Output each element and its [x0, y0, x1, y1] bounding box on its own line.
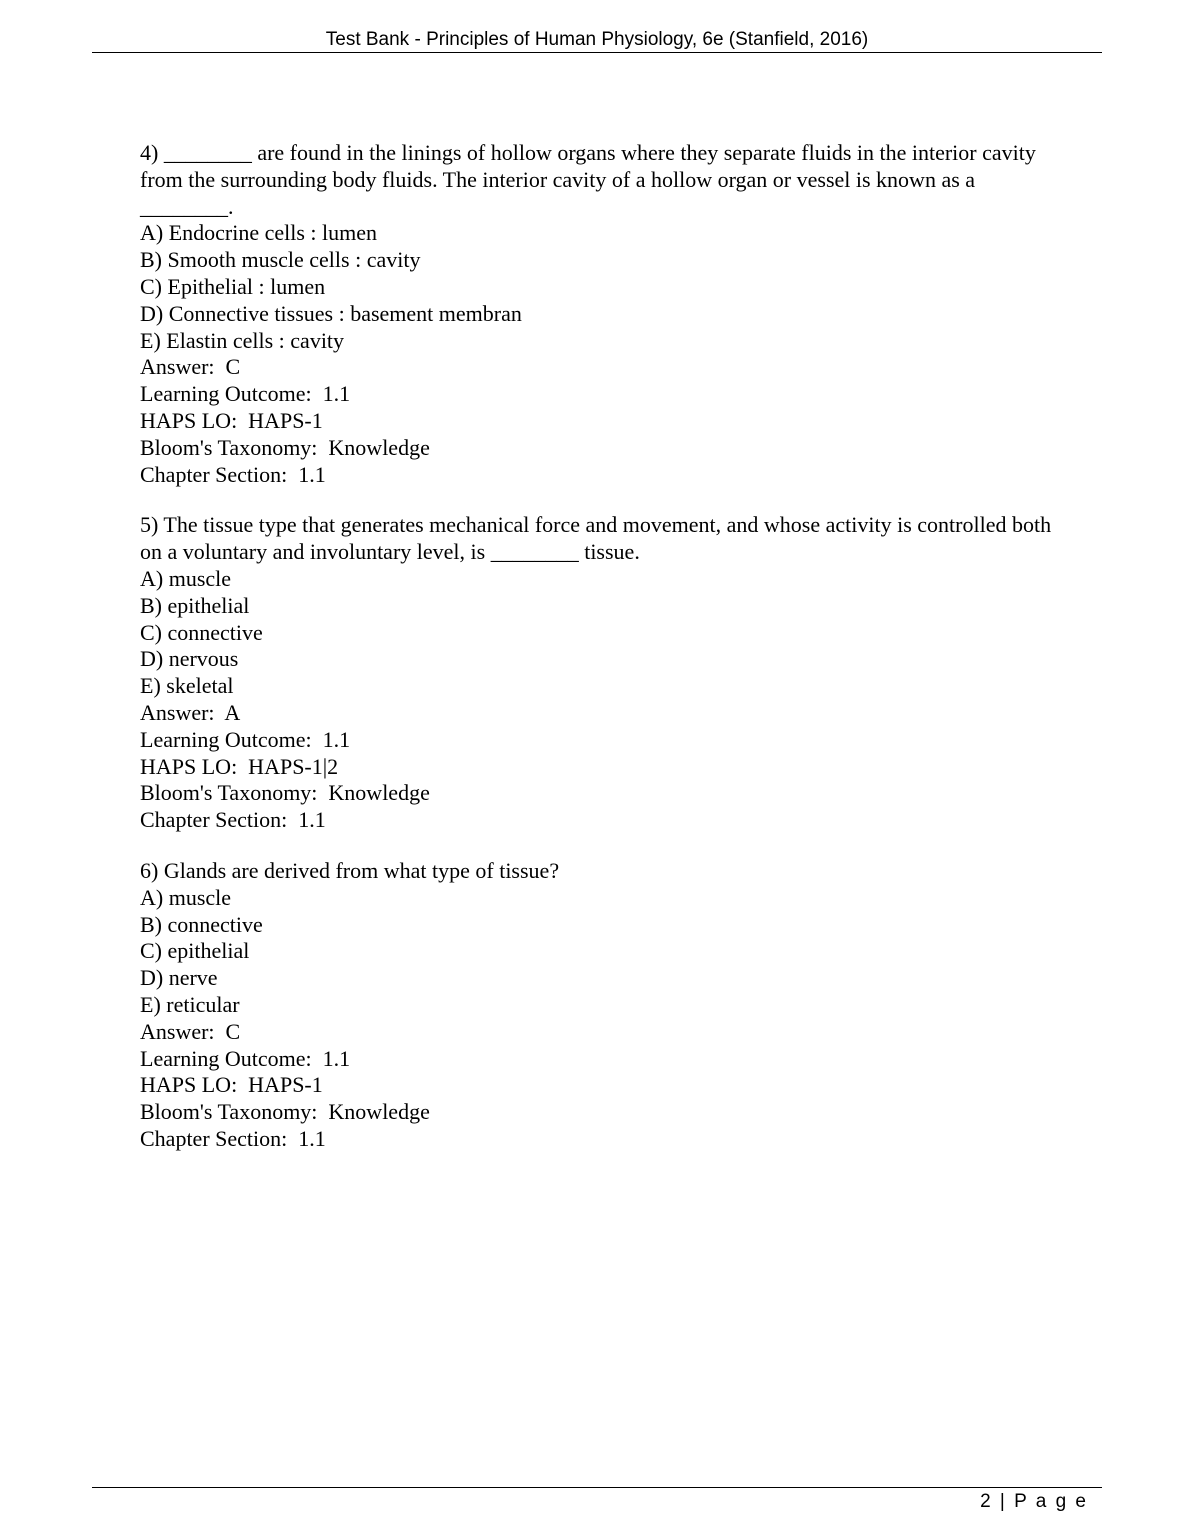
question-stem: 6) Glands are derived from what type of tissue?: [140, 857, 560, 883]
learning-outcome: Learning Outcome: 1.1: [140, 381, 351, 407]
option-e: E) skeletal: [140, 673, 234, 699]
option-c: C) Epithelial : lumen: [140, 273, 326, 299]
page-number: 2 | P a g e: [980, 1491, 1088, 1512]
answer: Answer: C: [140, 354, 241, 380]
question-stem: 4) ________ are found in the linings of hollow organs where they separate fluids in the interior cavity from the surrounding body fluids. The interior cavity of a hollow organ or vessel is known as a ________.: [140, 140, 1036, 219]
answer: Answer: A: [140, 699, 241, 725]
option-c: C) epithelial: [140, 938, 250, 964]
chapter-section: Chapter Section: 1.1: [140, 807, 326, 833]
footer-divider: [92, 1487, 1102, 1488]
option-d: D) nervous: [140, 646, 239, 672]
option-a: A) muscle: [140, 884, 232, 910]
haps-lo: HAPS LO: HAPS-1: [140, 407, 323, 433]
document-body: [140, 140, 1060, 1177]
learning-outcome: Learning Outcome: 1.1: [140, 1045, 351, 1071]
answer: Answer: C: [140, 1018, 241, 1044]
header-divider: [92, 52, 1102, 53]
option-c: C) connective: [140, 619, 263, 645]
question-stem: 5) The tissue type that generates mechanical force and movement, and whose activity is controlled both on a voluntary and involuntary level, is ________ tissue.: [140, 512, 1052, 565]
option-b: B) epithelial: [140, 592, 250, 618]
question-6: [140, 858, 1060, 1153]
blooms-taxonomy: Bloom's Taxonomy: Knowledge: [140, 434, 430, 460]
option-a: A) Endocrine cells : lumen: [140, 220, 378, 246]
chapter-section: Chapter Section: 1.1: [140, 1125, 326, 1151]
haps-lo: HAPS LO: HAPS-1: [140, 1072, 323, 1098]
option-e: E) Elastin cells : cavity: [140, 327, 345, 353]
chapter-section: Chapter Section: 1.1: [140, 461, 326, 487]
blooms-taxonomy: Bloom's Taxonomy: Knowledge: [140, 1099, 430, 1125]
option-e: E) reticular: [140, 991, 240, 1017]
option-b: B) connective: [140, 911, 263, 937]
option-a: A) muscle: [140, 565, 232, 591]
question-4: [140, 140, 1060, 488]
option-b: B) Smooth muscle cells : cavity: [140, 247, 421, 273]
question-5: [140, 512, 1060, 834]
learning-outcome: Learning Outcome: 1.1: [140, 726, 351, 752]
option-d: D) Connective tissues : basement membran: [140, 300, 522, 326]
haps-lo: HAPS LO: HAPS-1|2: [140, 753, 339, 779]
blooms-taxonomy: Bloom's Taxonomy: Knowledge: [140, 780, 430, 806]
option-d: D) nerve: [140, 965, 218, 991]
page-header-title: Test Bank - Principles of Human Physiology, 6e (Stanfield, 2016): [325, 29, 869, 50]
